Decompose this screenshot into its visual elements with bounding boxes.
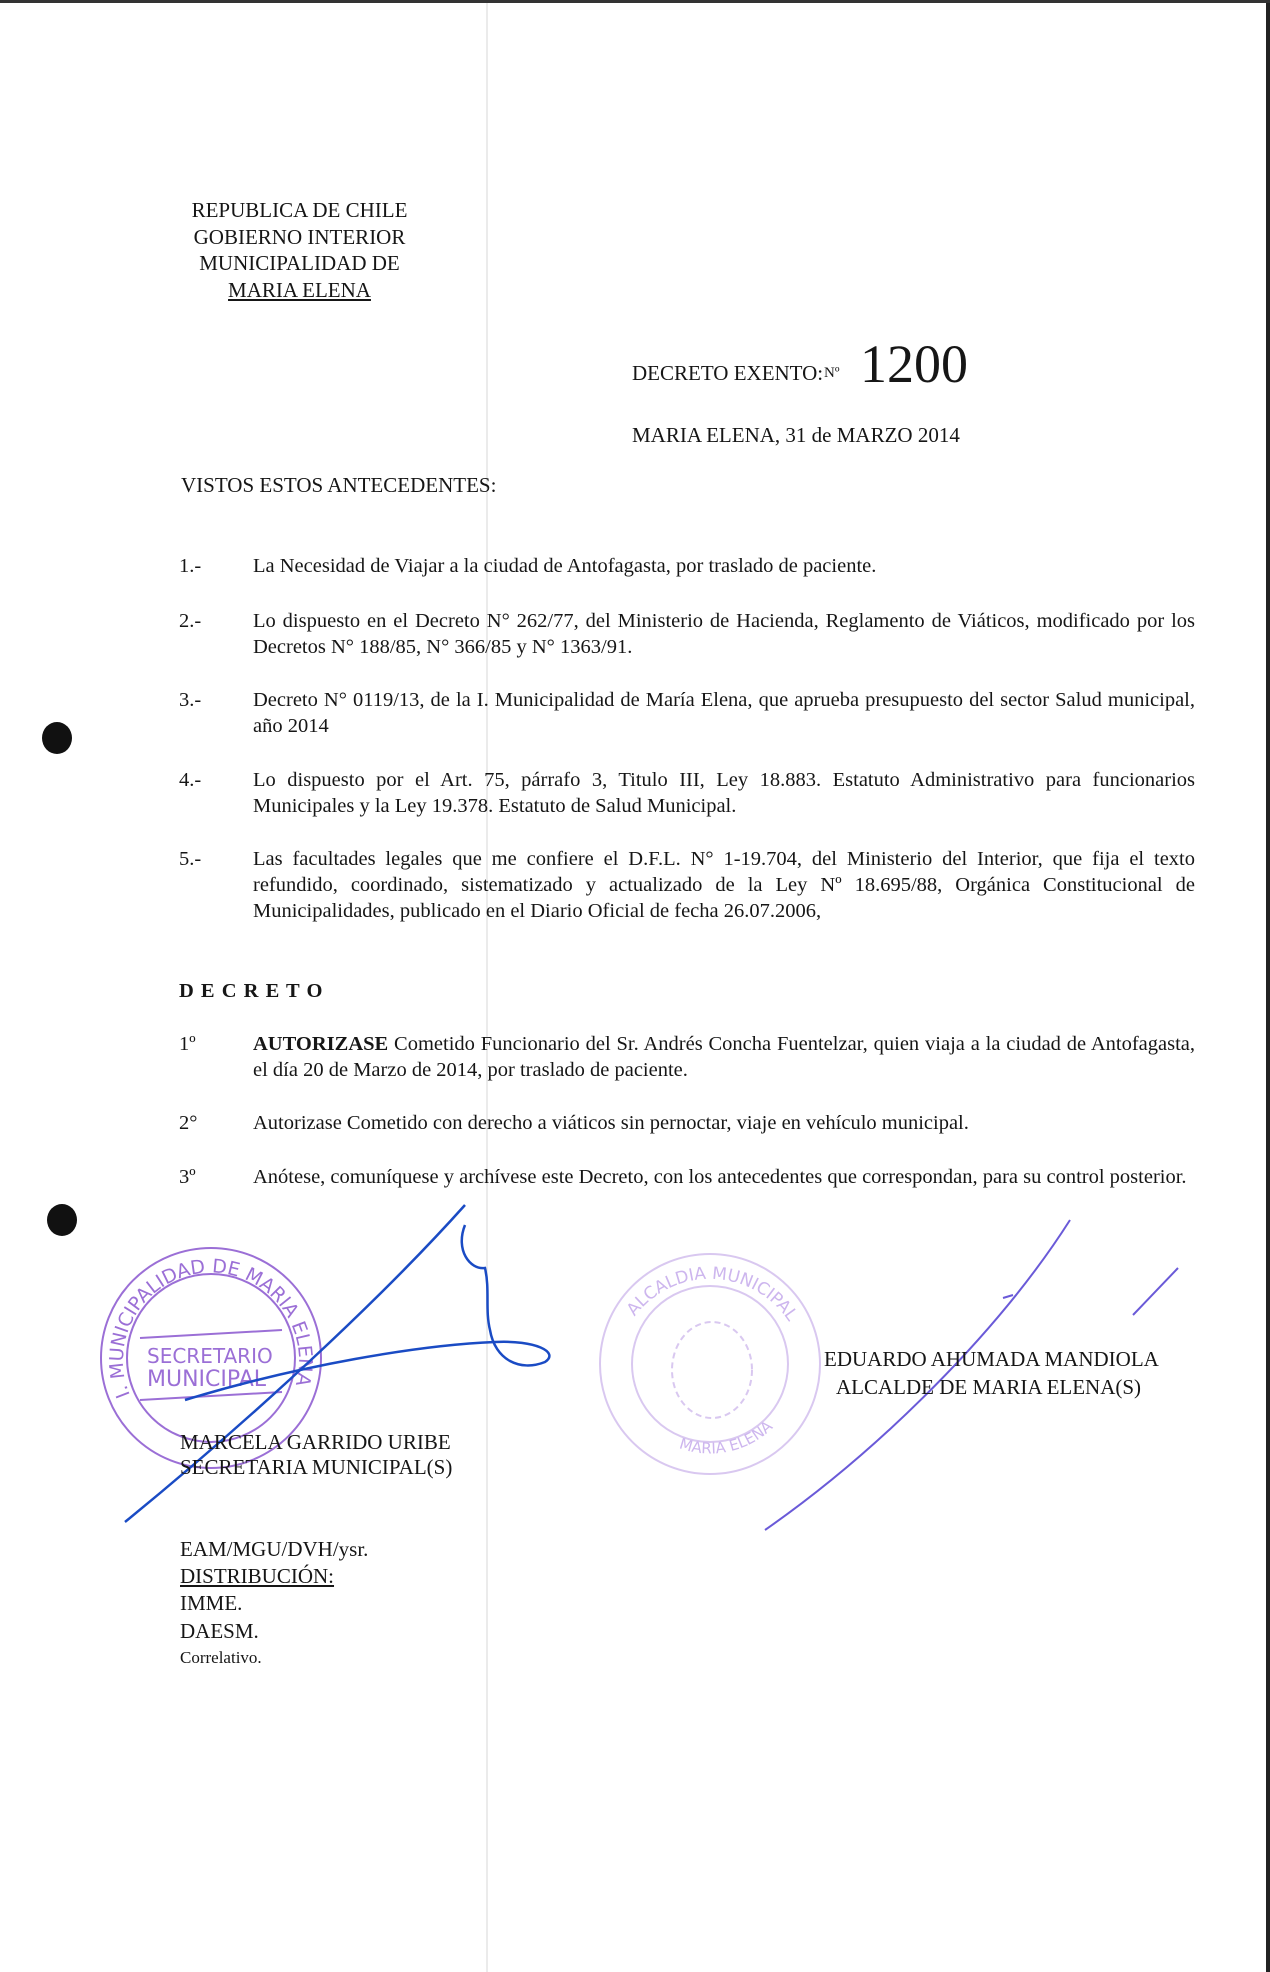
item-text: La Necesidad de Viajar a la ciudad de Antofagasta, por traslado de paciente. [253, 555, 877, 577]
letterhead-line: MUNICIPALIDAD DE [199, 251, 400, 275]
right-signer-name: EDUARDO AHUMADA MANDIOLA [824, 1347, 1159, 1371]
correlativo: Correlativo. [180, 1648, 262, 1667]
right-stamp [600, 1254, 820, 1474]
letterhead-line: MARIA ELENA [228, 277, 371, 302]
item-text: Decreto N° 0119/13, de la I. Municipalidad de María Elena, que aprueba presupuesto del sector Salud municipal, año 2014 [253, 689, 1195, 737]
left-signer-name: MARCELA GARRIDO URIBE [180, 1430, 451, 1454]
item-number: 1.- [179, 555, 202, 577]
left-stamp-line2: MUNICIPAL [147, 1367, 267, 1392]
item-text: Cometido Funcionario del Sr. Andrés Concha Fuentelzar, quien viaja a la ciudad de Antofagasta, el día 20 de Marzo de 2014, por traslado de paciente. [253, 1033, 1195, 1081]
left-stamp-ring: I. MUNICIPALIDAD DE MARIA ELENA [105, 1255, 317, 1402]
left-signer-title: SECRETARIA MUNICIPAL(S) [180, 1455, 453, 1479]
item-text: Lo dispuesto por el Art. 75, párrafo 3, Titulo III, Ley 18.883. Estatuto Administrativo para funcionarios Municipales y la Ley 19.378. Estatuto de Salud Municipal. [253, 769, 1195, 817]
initials: EAM/MGU/DVH/ysr. [180, 1537, 369, 1561]
item-text: Autorizase Cometido con derecho a viáticos sin pernoctar, viaje en vehículo municipal. [253, 1112, 969, 1134]
item-bold: AUTORIZASE [253, 1033, 389, 1055]
decree-label: DECRETO EXENTO: [632, 361, 824, 385]
item-number: 2.- [179, 610, 202, 632]
item-text: Anótese, comuníquese y archívese este Decreto, con los antecedentes que correspondan, para su control posterior. [253, 1166, 1187, 1188]
distribution-label: DISTRIBUCIÓN: [180, 1564, 335, 1588]
item-number: 3º [179, 1166, 196, 1188]
recipient: IMME. [180, 1591, 243, 1615]
vistos-title: VISTOS ESTOS ANTECEDENTES: [181, 473, 497, 497]
item-number: 4.- [179, 769, 202, 791]
item-number: 5.- [179, 848, 202, 870]
decree-number: 1200 [860, 334, 968, 394]
item-number: 3.- [179, 689, 202, 711]
item-text: Las facultades legales que me confiere el D.F.L. N° 1-19.704, del Ministerio del Interior, que fija el texto refundido, coordinado, sistematizado y actualizado de la Ley Nº 18.695/88, Orgánica Constitucional de Municipalidades, publicado en el Diario Oficial de fecha 26.07.2006, [253, 848, 1195, 922]
item-text: Lo dispuesto en el Decreto N° 262/77, del Ministerio de Hacienda, Reglamento de Viáticos, modificado por los Decretos N° 188/85, N° 366/85 y N° 1363/91. [253, 610, 1195, 658]
svg-text:MARIA ELENA: MARIA ELENA [677, 1417, 776, 1458]
item-number: 2° [179, 1112, 198, 1134]
left-stamp-line1: SECRETARIO [147, 1344, 273, 1368]
svg-text:ALCALDIA MUNICIPAL: ALCALDIA MUNICIPAL [622, 1263, 802, 1325]
letterhead-line: REPUBLICA DE CHILE [191, 198, 408, 222]
item-number: 1º [179, 1033, 196, 1055]
right-signer-title: ALCALDE DE MARIA ELENA(S) [836, 1375, 1142, 1399]
decree-place-date: MARIA ELENA, 31 de MARZO 2014 [632, 423, 960, 447]
decreto-title: D E C R E T O [179, 980, 324, 1002]
recipient: DAESM. [180, 1619, 259, 1643]
letterhead-line: GOBIERNO INTERIOR [193, 224, 406, 249]
decree-number-prefix: Nº [824, 365, 840, 381]
